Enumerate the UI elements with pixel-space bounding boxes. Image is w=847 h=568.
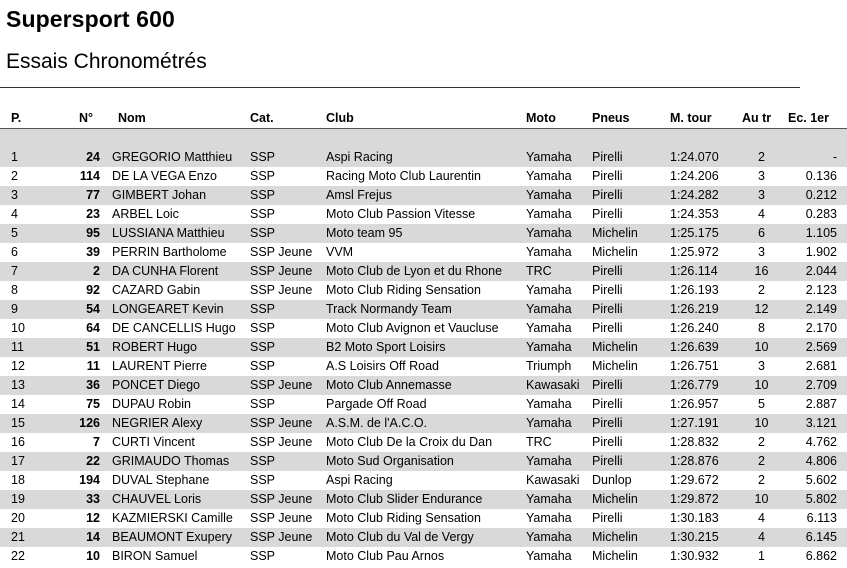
cell-category: SSP (250, 186, 326, 205)
cell-best-lap: 1:29.872 (670, 490, 738, 509)
cell-category: SSP Jeune (250, 281, 326, 300)
cell-position: 1 (0, 148, 47, 167)
header-number: N° (47, 108, 112, 129)
cell-club: Aspi Racing (326, 471, 526, 490)
cell-name: KAZMIERSKI Camille (112, 509, 250, 528)
cell-lap-number: 8 (738, 319, 785, 338)
cell-moto: Yamaha (526, 395, 592, 414)
cell-best-lap: 1:26.751 (670, 357, 738, 376)
cell-name: PERRIN Bartholome (112, 243, 250, 262)
cell-tyres: Michelin (592, 528, 670, 547)
cell-lap-number: 10 (738, 376, 785, 395)
cell-club: A.S Loisirs Off Road (326, 357, 526, 376)
cell-moto: TRC (526, 433, 592, 452)
cell-best-lap: 1:26.779 (670, 376, 738, 395)
cell-lap-number: 2 (738, 452, 785, 471)
cell-position: 22 (0, 547, 47, 566)
cell-tyres: Michelin (592, 490, 670, 509)
cell-name: CAZARD Gabin (112, 281, 250, 300)
header-name: Nom (112, 108, 250, 129)
cell-category: SSP (250, 357, 326, 376)
cell-gap-first: 2.709 (785, 376, 847, 395)
cell-club: Moto Club Annemasse (326, 376, 526, 395)
cell-position: 11 (0, 338, 47, 357)
table-row (0, 167, 847, 186)
cell-number: 36 (47, 376, 112, 395)
cell-gap-first: 2.170 (785, 319, 847, 338)
cell-category: SSP (250, 395, 326, 414)
cell-number: 95 (47, 224, 112, 243)
cell-best-lap: 1:24.070 (670, 148, 738, 167)
cell-moto: Yamaha (526, 148, 592, 167)
cell-number: 23 (47, 205, 112, 224)
cell-gap-first: 3.121 (785, 414, 847, 433)
cell-position: 10 (0, 319, 47, 338)
cell-best-lap: 1:30.215 (670, 528, 738, 547)
cell-tyres: Pirelli (592, 433, 670, 452)
table-row (0, 186, 847, 205)
cell-club: Track Normandy Team (326, 300, 526, 319)
cell-gap-first: 2.887 (785, 395, 847, 414)
cell-lap-number: 5 (738, 395, 785, 414)
table-row (0, 433, 847, 452)
cell-gap-first: 6.113 (785, 509, 847, 528)
cell-name: LAURENT Pierre (112, 357, 250, 376)
cell-lap-number: 4 (738, 509, 785, 528)
cell-position: 21 (0, 528, 47, 547)
cell-best-lap: 1:30.932 (670, 547, 738, 566)
cell-lap-number: 4 (738, 528, 785, 547)
cell-position: 2 (0, 167, 47, 186)
cell-category: SSP Jeune (250, 490, 326, 509)
cell-lap-number: 12 (738, 300, 785, 319)
title-divider (0, 87, 800, 88)
cell-tyres: Dunlop (592, 471, 670, 490)
cell-lap-number: 2 (738, 281, 785, 300)
cell-position: 12 (0, 357, 47, 376)
cell-lap-number: 3 (738, 357, 785, 376)
cell-name: ARBEL Loic (112, 205, 250, 224)
cell-number: 75 (47, 395, 112, 414)
header-club: Club (326, 108, 526, 129)
cell-number: 54 (47, 300, 112, 319)
cell-name: DA CUNHA Florent (112, 262, 250, 281)
cell-best-lap: 1:30.183 (670, 509, 738, 528)
cell-number: 10 (47, 547, 112, 566)
table-row (0, 509, 847, 528)
cell-lap-number: 2 (738, 148, 785, 167)
cell-category: SSP (250, 471, 326, 490)
cell-club: Moto team 95 (326, 224, 526, 243)
cell-number: 11 (47, 357, 112, 376)
cell-best-lap: 1:26.219 (670, 300, 738, 319)
cell-club: Moto Club du Val de Vergy (326, 528, 526, 547)
cell-lap-number: 10 (738, 414, 785, 433)
header-moto: Moto (526, 108, 592, 129)
cell-category: SSP (250, 547, 326, 566)
cell-moto: Yamaha (526, 243, 592, 262)
cell-lap-number: 3 (738, 243, 785, 262)
cell-tyres: Pirelli (592, 509, 670, 528)
cell-moto: Yamaha (526, 300, 592, 319)
table-spacer-row (0, 129, 847, 149)
cell-lap-number: 2 (738, 433, 785, 452)
cell-gap-first: 2.149 (785, 300, 847, 319)
table-row (0, 243, 847, 262)
cell-club: Moto Club Passion Vitesse (326, 205, 526, 224)
cell-category: SSP (250, 224, 326, 243)
cell-moto: Yamaha (526, 509, 592, 528)
cell-number: 33 (47, 490, 112, 509)
cell-best-lap: 1:29.672 (670, 471, 738, 490)
cell-name: PONCET Diego (112, 376, 250, 395)
cell-moto: Yamaha (526, 547, 592, 566)
cell-tyres: Pirelli (592, 205, 670, 224)
cell-category: SSP Jeune (250, 414, 326, 433)
cell-club: Amsl Frejus (326, 186, 526, 205)
cell-lap-number: 10 (738, 490, 785, 509)
cell-number: 7 (47, 433, 112, 452)
cell-tyres: Pirelli (592, 281, 670, 300)
header-tyres: Pneus (592, 108, 670, 129)
cell-tyres: Pirelli (592, 186, 670, 205)
table-row (0, 224, 847, 243)
cell-position: 4 (0, 205, 47, 224)
cell-category: SSP Jeune (250, 433, 326, 452)
cell-category: SSP Jeune (250, 243, 326, 262)
cell-category: SSP (250, 338, 326, 357)
cell-club: Moto Sud Organisation (326, 452, 526, 471)
cell-best-lap: 1:24.206 (670, 167, 738, 186)
cell-number: 2 (47, 262, 112, 281)
table-row (0, 205, 847, 224)
cell-name: CURTI Vincent (112, 433, 250, 452)
cell-number: 194 (47, 471, 112, 490)
cell-club: Moto Club Pau Arnos (326, 547, 526, 566)
table-row (0, 547, 847, 566)
cell-name: BEAUMONT Exupery (112, 528, 250, 547)
cell-name: GRIMAUDO Thomas (112, 452, 250, 471)
cell-number: 12 (47, 509, 112, 528)
cell-category: SSP Jeune (250, 262, 326, 281)
cell-category: SSP (250, 148, 326, 167)
cell-position: 9 (0, 300, 47, 319)
table-row (0, 338, 847, 357)
cell-moto: Yamaha (526, 490, 592, 509)
header-best-lap: M. tour (670, 108, 738, 129)
cell-lap-number: 2 (738, 471, 785, 490)
cell-number: 39 (47, 243, 112, 262)
cell-position: 14 (0, 395, 47, 414)
cell-moto: Yamaha (526, 167, 592, 186)
table-row (0, 319, 847, 338)
cell-lap-number: 3 (738, 167, 785, 186)
cell-number: 114 (47, 167, 112, 186)
table-row (0, 471, 847, 490)
cell-club: Moto Club Riding Sensation (326, 281, 526, 300)
table-row (0, 452, 847, 471)
cell-gap-first: 1.105 (785, 224, 847, 243)
cell-club: B2 Moto Sport Loisirs (326, 338, 526, 357)
cell-gap-first: 6.862 (785, 547, 847, 566)
results-table (0, 108, 847, 566)
cell-gap-first: 0.136 (785, 167, 847, 186)
cell-moto: Yamaha (526, 319, 592, 338)
table-header-row (0, 108, 847, 129)
cell-moto: Yamaha (526, 224, 592, 243)
cell-best-lap: 1:25.972 (670, 243, 738, 262)
page-title: Supersport 600 (6, 6, 175, 32)
cell-gap-first: 5.602 (785, 471, 847, 490)
cell-club: Moto Club de Lyon et du Rhone (326, 262, 526, 281)
table-row (0, 148, 847, 167)
cell-position: 15 (0, 414, 47, 433)
cell-best-lap: 1:26.114 (670, 262, 738, 281)
cell-position: 7 (0, 262, 47, 281)
cell-tyres: Michelin (592, 357, 670, 376)
cell-best-lap: 1:28.832 (670, 433, 738, 452)
cell-lap-number: 6 (738, 224, 785, 243)
cell-name: DE CANCELLIS Hugo (112, 319, 250, 338)
table-row (0, 414, 847, 433)
table-row (0, 262, 847, 281)
cell-lap-number: 10 (738, 338, 785, 357)
cell-gap-first: 2.123 (785, 281, 847, 300)
cell-moto: Yamaha (526, 452, 592, 471)
cell-club: VVM (326, 243, 526, 262)
cell-best-lap: 1:24.282 (670, 186, 738, 205)
cell-category: SSP (250, 319, 326, 338)
header-gap-first: Ec. 1er (785, 108, 847, 129)
cell-gap-first: - (785, 148, 847, 167)
cell-category: SSP Jeune (250, 528, 326, 547)
cell-category: SSP (250, 300, 326, 319)
cell-name: GREGORIO Matthieu (112, 148, 250, 167)
cell-tyres: Pirelli (592, 414, 670, 433)
cell-best-lap: 1:24.353 (670, 205, 738, 224)
cell-name: GIMBERT Johan (112, 186, 250, 205)
cell-position: 16 (0, 433, 47, 452)
table-row (0, 300, 847, 319)
cell-name: BIRON Samuel (112, 547, 250, 566)
cell-moto: Yamaha (526, 528, 592, 547)
cell-category: SSP (250, 205, 326, 224)
cell-lap-number: 1 (738, 547, 785, 566)
cell-tyres: Pirelli (592, 262, 670, 281)
cell-club: A.S.M. de l'A.C.O. (326, 414, 526, 433)
cell-position: 19 (0, 490, 47, 509)
cell-moto: Yamaha (526, 186, 592, 205)
cell-gap-first: 6.145 (785, 528, 847, 547)
cell-category: SSP (250, 167, 326, 186)
cell-name: CHAUVEL Loris (112, 490, 250, 509)
cell-lap-number: 3 (738, 186, 785, 205)
cell-gap-first: 2.681 (785, 357, 847, 376)
cell-tyres: Pirelli (592, 300, 670, 319)
cell-club: Racing Moto Club Laurentin (326, 167, 526, 186)
cell-moto: Yamaha (526, 281, 592, 300)
cell-name: NEGRIER Alexy (112, 414, 250, 433)
cell-club: Moto Club De la Croix du Dan (326, 433, 526, 452)
cell-best-lap: 1:26.240 (670, 319, 738, 338)
cell-gap-first: 4.762 (785, 433, 847, 452)
cell-best-lap: 1:28.876 (670, 452, 738, 471)
cell-gap-first: 0.283 (785, 205, 847, 224)
cell-club: Moto Club Slider Endurance (326, 490, 526, 509)
cell-moto: Kawasaki (526, 376, 592, 395)
cell-position: 5 (0, 224, 47, 243)
header-position: P. (0, 108, 47, 129)
cell-best-lap: 1:27.191 (670, 414, 738, 433)
cell-position: 13 (0, 376, 47, 395)
cell-number: 92 (47, 281, 112, 300)
cell-position: 17 (0, 452, 47, 471)
cell-tyres: Pirelli (592, 167, 670, 186)
cell-position: 20 (0, 509, 47, 528)
cell-tyres: Pirelli (592, 376, 670, 395)
cell-number: 22 (47, 452, 112, 471)
table-row (0, 395, 847, 414)
cell-number: 14 (47, 528, 112, 547)
cell-number: 77 (47, 186, 112, 205)
cell-tyres: Pirelli (592, 452, 670, 471)
cell-name: DUPAU Robin (112, 395, 250, 414)
cell-moto: Yamaha (526, 205, 592, 224)
cell-position: 6 (0, 243, 47, 262)
cell-number: 51 (47, 338, 112, 357)
cell-moto: Kawasaki (526, 471, 592, 490)
header-category: Cat. (250, 108, 326, 129)
cell-tyres: Pirelli (592, 148, 670, 167)
cell-gap-first: 2.569 (785, 338, 847, 357)
cell-moto: Yamaha (526, 338, 592, 357)
table-row (0, 528, 847, 547)
cell-best-lap: 1:26.193 (670, 281, 738, 300)
cell-tyres: Michelin (592, 224, 670, 243)
cell-number: 24 (47, 148, 112, 167)
cell-gap-first: 1.902 (785, 243, 847, 262)
cell-number: 64 (47, 319, 112, 338)
cell-moto: Triumph (526, 357, 592, 376)
cell-lap-number: 16 (738, 262, 785, 281)
cell-tyres: Michelin (592, 547, 670, 566)
cell-position: 3 (0, 186, 47, 205)
cell-category: SSP Jeune (250, 509, 326, 528)
cell-gap-first: 4.806 (785, 452, 847, 471)
cell-gap-first: 0.212 (785, 186, 847, 205)
cell-club: Moto Club Avignon et Vaucluse (326, 319, 526, 338)
cell-category: SSP (250, 452, 326, 471)
cell-name: LUSSIANA Matthieu (112, 224, 250, 243)
table-row (0, 281, 847, 300)
cell-club: Moto Club Riding Sensation (326, 509, 526, 528)
cell-number: 126 (47, 414, 112, 433)
cell-name: LONGEARET Kevin (112, 300, 250, 319)
cell-tyres: Pirelli (592, 319, 670, 338)
table-row (0, 376, 847, 395)
cell-tyres: Michelin (592, 243, 670, 262)
cell-club: Aspi Racing (326, 148, 526, 167)
cell-name: DUVAL Stephane (112, 471, 250, 490)
cell-category: SSP Jeune (250, 376, 326, 395)
cell-position: 8 (0, 281, 47, 300)
cell-tyres: Pirelli (592, 395, 670, 414)
cell-moto: TRC (526, 262, 592, 281)
cell-name: ROBERT Hugo (112, 338, 250, 357)
cell-moto: Yamaha (526, 414, 592, 433)
page-subtitle: Essais Chronométrés (6, 50, 207, 73)
table-row (0, 490, 847, 509)
table-row (0, 357, 847, 376)
cell-tyres: Michelin (592, 338, 670, 357)
cell-name: DE LA VEGA Enzo (112, 167, 250, 186)
cell-best-lap: 1:26.639 (670, 338, 738, 357)
cell-position: 18 (0, 471, 47, 490)
cell-best-lap: 1:26.957 (670, 395, 738, 414)
cell-club: Pargade Off Road (326, 395, 526, 414)
cell-gap-first: 2.044 (785, 262, 847, 281)
cell-lap-number: 4 (738, 205, 785, 224)
cell-gap-first: 5.802 (785, 490, 847, 509)
cell-best-lap: 1:25.175 (670, 224, 738, 243)
header-lap-number: Au tr (738, 108, 785, 129)
